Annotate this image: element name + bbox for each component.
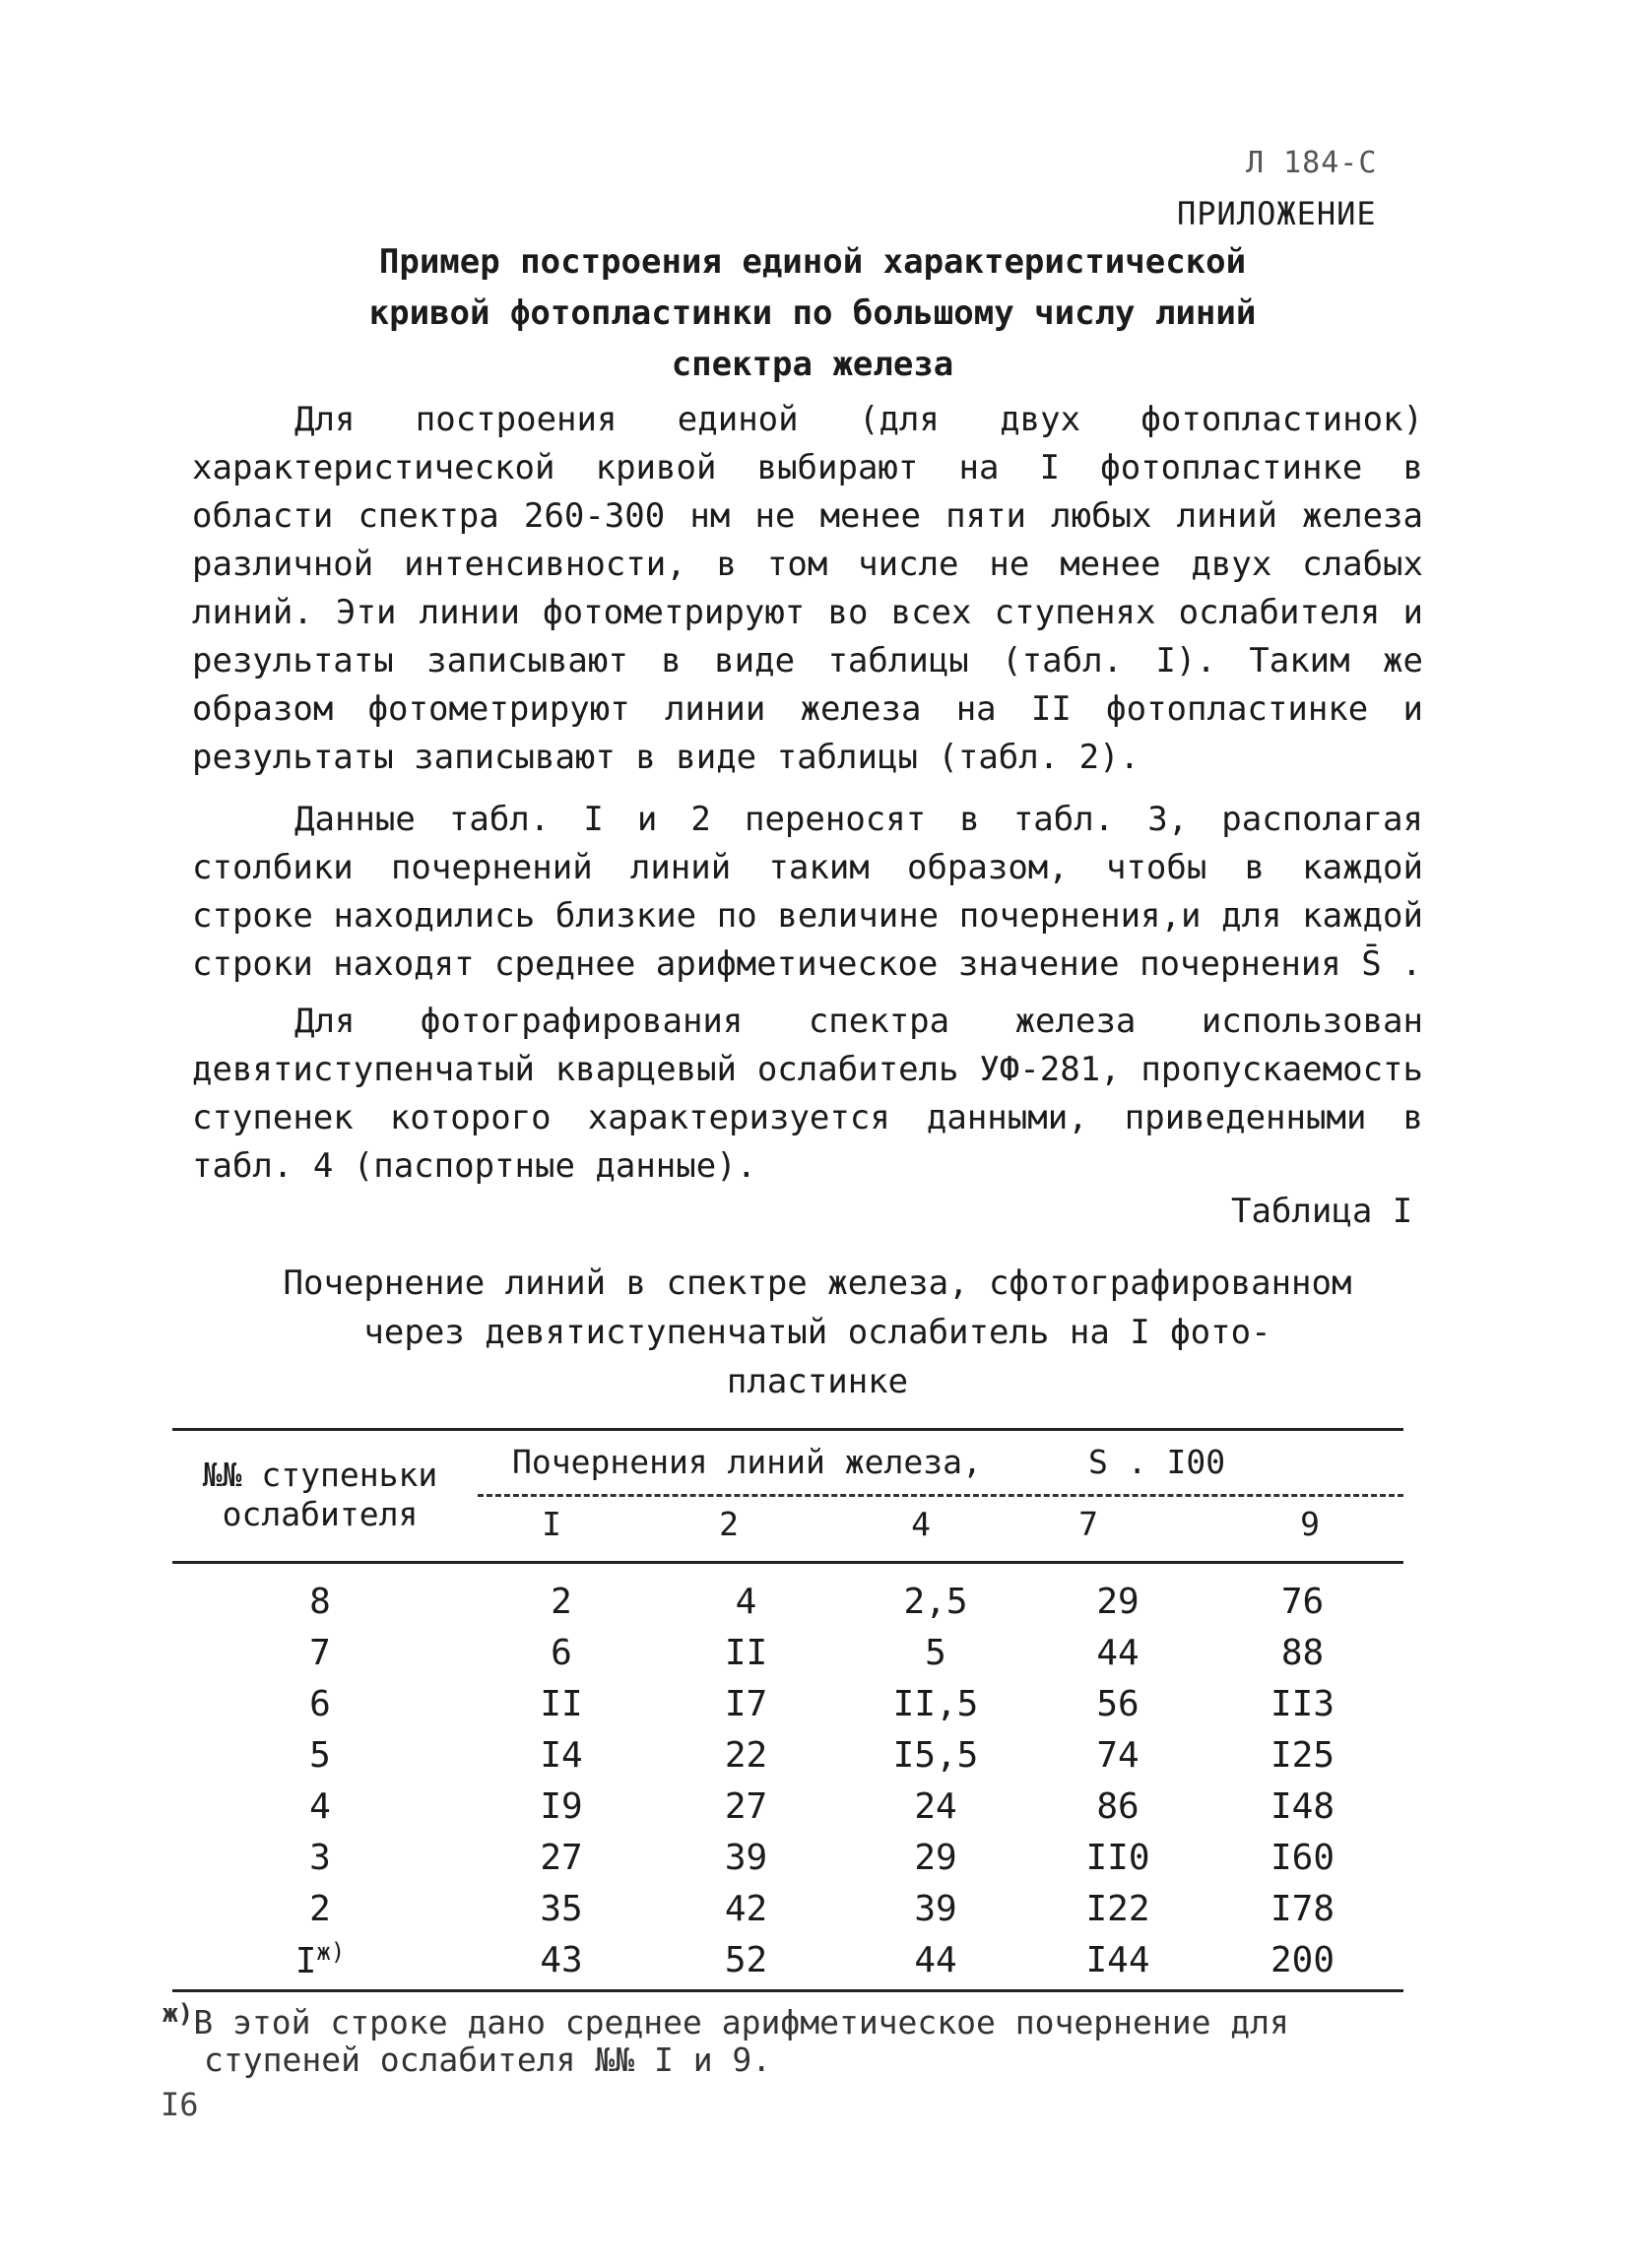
blackening-value-cell: I44 [1085, 1939, 1150, 1980]
table-bottom-rule [172, 1989, 1403, 1992]
page-number: I6 [161, 2086, 199, 2123]
blackening-value-cell: 29 [1096, 1581, 1140, 1622]
blackening-value-cell: II3 [1270, 1683, 1335, 1724]
blackening-value-cell: 39 [914, 1888, 957, 1929]
column-header: I [542, 1505, 561, 1543]
paragraph-1-text: Для построения единой (для двух фотопластинок) характеристической кривой выбирают на I фотопластинке в области спектра 260-300 нм не менее пяти любых линий железа различной интенсивности, в том числе не менее двух слабых линий. Эти линии фотометрируют во всех ступенях ослабителя и результаты записывают в виде таблицы (табл. I). Таким же образом фотометрируют линии железа на II фотопластинке и результаты записывают в виде таблицы (табл. 2). [192, 400, 1423, 777]
table-row [172, 1832, 1403, 1883]
blackening-value-cell: I25 [1270, 1734, 1335, 1776]
title-line-3: спектра железа [671, 345, 954, 384]
blackening-value-cell: II [540, 1683, 583, 1724]
table-caption-line-3: пластинке [726, 1362, 909, 1401]
page-title [177, 236, 1448, 390]
blackening-value-cell: 2 [551, 1581, 572, 1622]
step-number-cell: 3 [309, 1837, 331, 1878]
blackening-value-cell: 76 [1280, 1581, 1325, 1622]
footnote-mark: ж) [163, 1999, 194, 2029]
blackening-value-cell: 27 [540, 1837, 583, 1878]
blackening-value-cell: 74 [1096, 1734, 1140, 1776]
table-row [172, 1883, 1403, 1934]
column-header: 7 [1078, 1505, 1098, 1543]
footnote-reference-mark: ж) [316, 1938, 346, 1966]
footnote-line-2: ступеней ослабителя №№ I и 9. [204, 2041, 772, 2079]
blackening-value-cell: 44 [914, 1939, 957, 1980]
blackening-value-cell: I5,5 [892, 1734, 979, 1776]
table-header-step [172, 1456, 468, 1534]
blackening-value-cell: 44 [1096, 1632, 1140, 1673]
paragraph-3 [192, 998, 1423, 1191]
blackening-value-cell: I4 [540, 1734, 583, 1776]
blackening-value-cell: 4 [735, 1581, 757, 1622]
title-line-2: кривой фотопластинки по большому числу линий [368, 293, 1257, 333]
table-header-bottom-rule [172, 1561, 1403, 1564]
table-header-dashed-rule [478, 1494, 1403, 1497]
blackening-value-cell: I78 [1270, 1888, 1335, 1929]
blackening-value-cell: I60 [1270, 1837, 1335, 1878]
blackening-value-cell: II0 [1085, 1837, 1150, 1878]
step-number-cell: 4 [309, 1785, 331, 1827]
blackening-value-cell: I7 [724, 1683, 768, 1724]
table-top-rule [172, 1428, 1403, 1431]
table-row [172, 1627, 1403, 1678]
blackening-value-cell: 52 [724, 1939, 768, 1980]
blackening-value-cell: 39 [724, 1837, 768, 1878]
blackening-value-cell: 24 [914, 1785, 957, 1827]
table-header-blackening: Почернения линий железа, [512, 1443, 982, 1481]
paragraph-2-text: Данные табл. I и 2 переносят в табл. 3, располагая столбики почернений линий таким образом, чтобы в каждой строке находились близкие по величине почернения,и для каждой строки находят среднее арифметическое значение почернения S̄ . [192, 800, 1423, 984]
table-row [172, 1678, 1403, 1729]
blackening-value-cell: 88 [1280, 1632, 1325, 1673]
table-row [172, 1781, 1403, 1832]
blackening-value-cell: 35 [540, 1888, 583, 1929]
blackening-value-cell: I9 [540, 1785, 583, 1827]
column-header: 2 [719, 1505, 739, 1543]
blackening-value-cell: I22 [1085, 1888, 1150, 1929]
blackening-value-cell: 2,5 [903, 1581, 968, 1622]
table-header-unit: S . I00 [1088, 1443, 1226, 1481]
table-row [172, 1729, 1403, 1781]
table-body [172, 1576, 1403, 1985]
table-header-step-line-2: ослабителя [222, 1495, 419, 1533]
column-header: 4 [911, 1505, 931, 1543]
blackening-value-cell: 27 [724, 1785, 768, 1827]
blackening-value-cell: 29 [914, 1837, 957, 1878]
footnote [163, 1995, 1443, 2079]
blackening-value-cell: 22 [724, 1734, 768, 1776]
appendix-heading: ПРИЛОЖЕНИЕ [1177, 195, 1377, 232]
paragraph-2 [192, 796, 1423, 989]
step-number-cell: 7 [309, 1632, 331, 1673]
footnote-line-1: В этой строке дано среднее арифметическое почернение для [193, 2003, 1289, 2041]
blackening-value-cell: 56 [1096, 1683, 1140, 1724]
table-header-step-line-1: №№ ступеньки [202, 1456, 438, 1494]
paragraph-3-text: Для фотографирования спектра железа использован девятиступенчатый кварцевый ослабитель УФ-281, пропускаемость ступенек которого характеризуется данными, приведенными в табл. 4 (паспортные данные). [192, 1002, 1423, 1186]
paragraph-1 [192, 396, 1423, 782]
table-row [172, 1576, 1403, 1627]
step-number-cell: $I^{ж)}$ [294, 1938, 346, 1981]
table-row [172, 1934, 1403, 1985]
table-caption [197, 1259, 1438, 1406]
blackening-value-cell: 86 [1096, 1785, 1140, 1827]
step-number-cell: 5 [309, 1734, 331, 1776]
blackening-value-cell: 43 [540, 1939, 583, 1980]
blackening-value-cell: II,5 [892, 1683, 979, 1724]
table-caption-line-1: Почернение линий в спектре железа, сфотографированном [283, 1264, 1352, 1303]
step-number-cell: 8 [309, 1581, 331, 1622]
step-number-cell: 2 [309, 1888, 331, 1929]
document-code: Л 184-С [1246, 146, 1378, 180]
blackening-value-cell: 6 [551, 1632, 572, 1673]
blackening-value-cell: 200 [1270, 1939, 1335, 1980]
blackening-value-cell: II [724, 1632, 768, 1673]
column-header: 9 [1300, 1505, 1320, 1543]
table-caption-line-2: через девятиступенчатый ослабитель на I фото- [363, 1313, 1271, 1352]
blackening-table [172, 1576, 1403, 1985]
blackening-value-cell: 5 [925, 1632, 946, 1673]
table-label: Таблица I [1231, 1192, 1413, 1231]
title-line-1: Пример построения единой характеристической [378, 242, 1247, 282]
blackening-value-cell: I48 [1270, 1785, 1335, 1827]
blackening-value-cell: 42 [724, 1888, 768, 1929]
step-number-cell: 6 [309, 1683, 331, 1724]
